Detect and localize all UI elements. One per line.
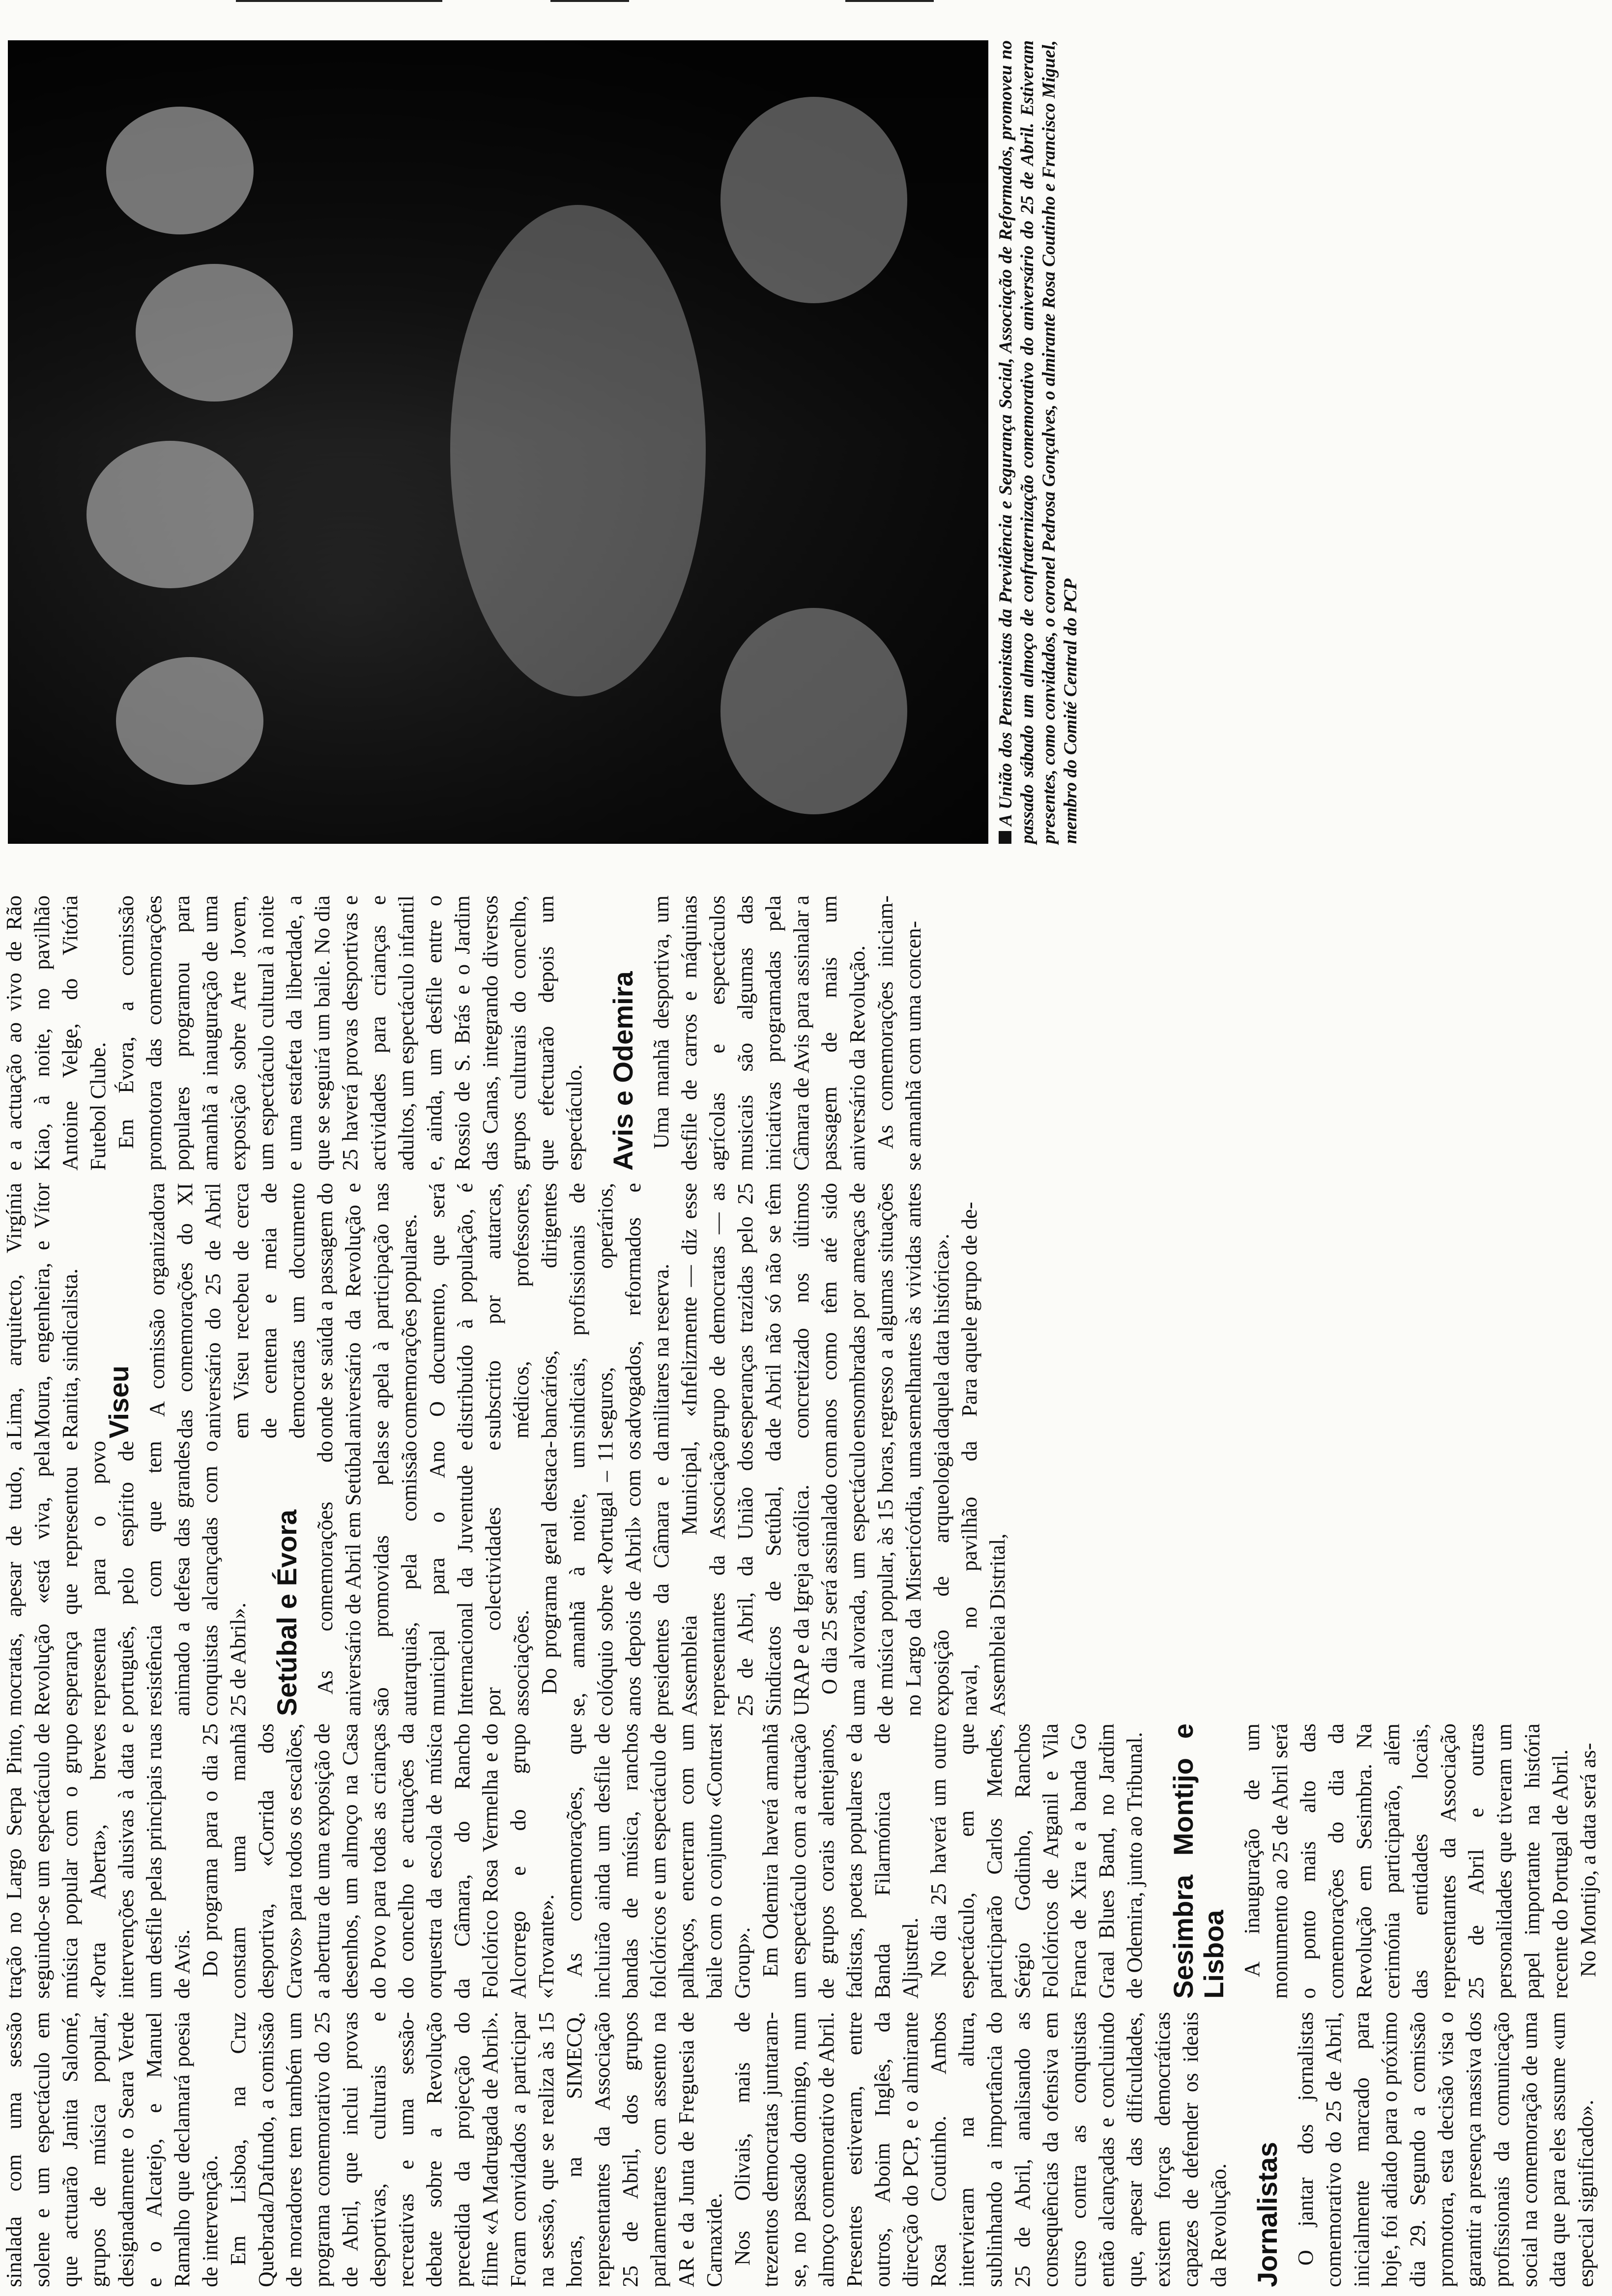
section-heading: Setúbal e Évora [271, 1509, 302, 1716]
photo-caption [995, 40, 1082, 844]
article-paragraph: Em Lisboa, na Cruz Quebrada/Dafundo, a comissão de moradores tem também um programa comemorativo do 25 de Abril, que inclui provas desportivas, culturais e recreativas e uma sessão-debate sobre a Revolução precedida da projecção do filme «A Madrugada de Abril». Foram convidados a participar na sessão, que se realiza às 15 horas, na SIMECQ, representantes da Associação 25 de Abril, dos grupos parlamentares com assento na AR e da Junta de Freguesia de Carnaxide. [226, 2012, 726, 2287]
photo-caption-text: A União dos Pensionistas da Previdência e Segurança Social, Associação de Reformados, promoveu no passado sábado um almoço de confraternização comemorativo do aniversário do 25 de Abril. Estiveram presentes, como convidados, o coronel Pedrosa Gonçalves, o almirante Rosa Coutinho e Francisco Miguel, membro do Comité Central do PCP [996, 40, 1081, 844]
article-paragraph: O jantar dos jornalistas comemorativo do 25 de Abril, inicialmente marcado para hoje, foi adiado para o próximo dia 29. Segundo a comissão promotora, esta decisão visa o garantir a presença massiva dos profissionais da comunicação social na comemoração de uma data que para eles assume «um especial significado». [1294, 2012, 1598, 2287]
article-paragraph: A comissão organizadora das comemorações do XI aniversário do 25 de Abril em Viseu recebeu de cerca de centena e meia de democratas um documento onde se saúda a passagem do aniversário da Revolução e se apela à participação nas comemorações populares. [145, 1183, 421, 1438]
article-paragraph: As comemorações do aniversário de Abril em Setúbal são promovidas pelas autarquias, pela comissão municipal para o Ano Internacional da Juventude e por colectividades e associações. [313, 1441, 533, 1716]
article-column-3 [0, 895, 1612, 1171]
article-paragraph: Em Odemira haverá amanhã um espectáculo com a actuação de grupos corais alentejanos, fadistas, poetas populares e da Banda Filarmónica de Aljustrel. [758, 1723, 922, 1999]
section-heading: Jornalistas [1252, 2142, 1283, 2287]
article-column-2 [0, 1723, 1612, 1999]
article-paragraph: Para aquele grupo de de- [957, 1202, 981, 1417]
article-paragraph: O documento, que será distribuído à população, é subscrito por autarcas, médicos, professores, bancários, dirigentes sindicais, profissionais de seguros, operários, advogados, reformados e militares na reserva. [425, 1183, 673, 1438]
article-paragraph: Nos Olivais, mais de trezentos democratas juntaram-se, no passado domingo, num almoço comemorativo de Abril. Presentes estiveram, entre outros, Aboim Inglês, da direcção do PCP, e o almirante Rosa Coutinho. Ambos intervieram na altura, sublinhando a importância do 25 de Abril, analisando as consequências da ofensiva em curso contra as conquistas então alcançadas e concluindo que, apesar das dificuldades, existem forças democráticas capazes de defender os ideais da Revolução. [730, 2012, 1231, 2287]
article-paragraph: «Infelizmente — diz esse grupo de democratas — as esperanças trazidas pelo 25 de Abril não só não se têm concretizado nos últimos anos como têm até sido ensombradas por ameaças de regresso a algumas situações semelhantes às vividas antes daquela data histórica». [677, 1183, 953, 1438]
article-paragraph: A inauguração de um monumento ao 25 de Abril será o ponto mais alto das comemorações do dia da Revolução em Sesimbra. Na cerimónia participarão, além das entidades locais, representantes da Associação 25 de Abril e outras personalidades que tiveram um papel importante na história recente do Portugal de Abril. [1240, 1723, 1572, 1999]
article-paragraph: Do programa geral destaca-se, amanhã à noite, um colóquio sobre «Portugal – 11 anos depois de Abril» com os presidentes da Câmara e da Assembleia Municipal, representantes da Associação 25 de Abril, da União dos Sindicatos de Setúbal, da URAP e da Igreja católica. [537, 1441, 813, 1716]
article-paragraph: Do programa para o dia 25 constam uma manhã desportiva, «Corrida dos Cravos» para todos os escalões, a abertura de uma exposição de desenhos, um almoço na Casa do Povo para todas as crianças do concelho e actuações da orquestra da escola de música da Câmara, do Rancho Folclórico Rosa Vermelha e do Alcorrego e do grupo «Trovante». [198, 1723, 558, 1999]
article-paragraph: e a actuação ao vivo de Rão Kiao, à noite, no pavilhão Antoine Velge, do Vitória Futebol Clube. [2, 895, 110, 1171]
section-heading: Sesimbra Montijo e Lisboa [1168, 1723, 1229, 1999]
photo-figure [106, 107, 254, 234]
article-paragraph: sinalada com uma sessão solene e um espectáculo em que actuarão Janita Salomé, grupos de música popular, designadamente o Seara Verde e o Alcatejo, e Manuel Ramalho que declamará poesia de intervenção. [2, 2012, 222, 2287]
article-column-1 [0, 2012, 1612, 2287]
photo-table [450, 205, 706, 696]
newspaper-photo [8, 40, 988, 844]
photo-figure [116, 657, 263, 785]
article-paragraph: No Montijo, a data será as- [1576, 1743, 1600, 1977]
article-paragraph: Lima, arquitecto, Virgínia Moura, engenheira, e Vítor Ranita, sindicalista. [2, 1183, 82, 1438]
article-paragraph: No dia 25 haverá um outro espectáculo, em que participarão Carlos Mendes, Sérgio Godinho, Ranchos Folclóricos de Arganil e Vila Franca de Xira e a banda Go Graal Blues Band, no Jardim de Odemira, junto ao Tribunal. [926, 1723, 1147, 1999]
article-paragraph: O dia 25 será assinalado com uma alvorada, um espectáculo de música popular, às 15 horas, no Largo da Misericórdia, uma exposição de arqueologia naval, no pavilhão da Assembleia Distrital, [817, 1441, 1009, 1716]
article-paragraph: As comemorações iniciam-se amanhã com uma concen- [873, 895, 925, 1171]
photo-figure [720, 97, 907, 303]
article-paragraph: Uma manhã desportiva, um desfile de carros e máquinas agrícolas e espectáculos musicais são algumas das iniciativas programadas pela Câmara de Avis para assinalar a passagem de mais um aniversário da Revolução. [649, 895, 869, 1171]
photo-figure [136, 264, 293, 402]
article-paragraph: tração no Largo Serpa Pinto, seguindo-se um espectáculo de música popular com o grupo «Porta Aberta», breves intervenções alusivas à data e um desfile pelas principais ruas de Avis. [2, 1723, 194, 1999]
section-heading: Viseu [103, 1365, 134, 1438]
article-column-4 [0, 1441, 1612, 1716]
article-paragraph: As comemorações, que incluirão ainda um desfile de bandas de música, ranchos folclóricos e um espectáculo de palhaços, encerram com um baile com o conjunto «Contrast Group». [562, 1723, 754, 1999]
article-column-5 [0, 1183, 1612, 1438]
photo-figure [720, 608, 907, 814]
article-paragraph: mocratas, apesar de tudo, a Revolução «está viva, pela esperança que representou e representa para o povo português, pelo espírito de resistência com que tem animado a defesa das grandes conquistas alcançadas com o 25 de Abril». [2, 1441, 250, 1716]
photo-figure [86, 441, 254, 588]
caption-bullet-icon [999, 831, 1011, 844]
section-heading: Avis e Odemira [607, 971, 638, 1171]
article-paragraph: Em Évora, a comissão promotora das comemorações populares programou para amanhã a inauguração de uma exposição sobre Arte Jovem, um espectáculo cultural à noite e uma estafeta da liberdade, a que se seguirá um baile. No dia 25 haverá provas desportivas e actividades para crianças e adultos, um espectáculo infantil e, ainda, um desfile entre o Rossio de S. Brás e o Jardim das Canas, integrando diversos grupos culturais do concelho, que efectuarão depois um espectáculo. [114, 895, 586, 1171]
